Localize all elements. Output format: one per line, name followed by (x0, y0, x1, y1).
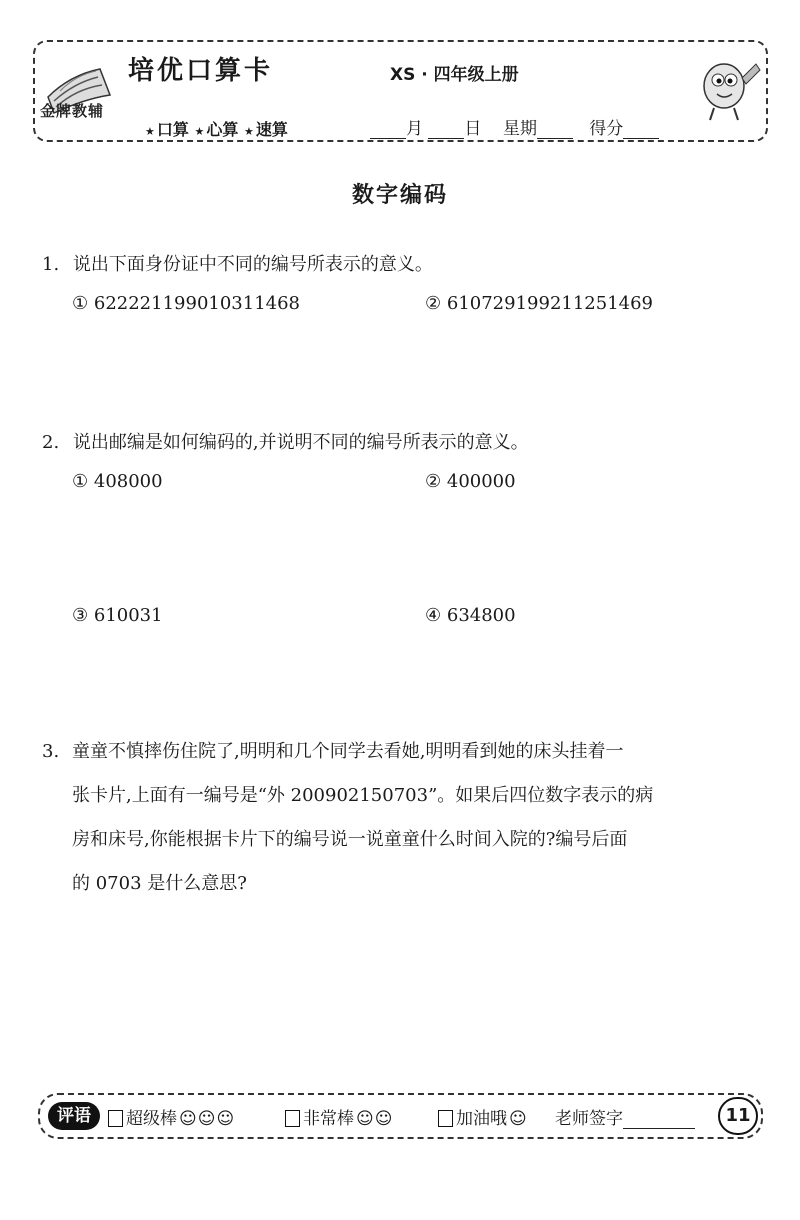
smile-icon: ☺☺☺ (179, 1109, 236, 1129)
sign-blank[interactable] (623, 1112, 695, 1129)
item-value: 408000 (93, 471, 163, 492)
question-3-line: 的 0703 是什么意思? (72, 873, 247, 894)
option-super[interactable] (108, 1104, 235, 1129)
question-3 (42, 730, 764, 906)
option-keep-going[interactable] (438, 1104, 528, 1129)
header-tags (145, 117, 288, 140)
question-3-number: 3. (42, 741, 60, 762)
item-mark: ① (72, 471, 89, 492)
question-3-line: 童童不慎摔伤住院了,明明和几个同学去看她,明明看到她的床头挂着一 (72, 741, 624, 762)
question-2-stem (42, 428, 529, 454)
question-1-number: 1. (42, 254, 60, 275)
smile-icon: ☺ (509, 1109, 528, 1129)
option-label: 加油哦 (456, 1109, 507, 1129)
mascot-icon (688, 44, 768, 124)
question-1-item-2 (425, 293, 653, 314)
grade-label: XS · 四年级上册 (390, 65, 519, 85)
page-title: 数字编码 (351, 183, 448, 208)
question-1-item-1 (72, 293, 300, 314)
option-very-good[interactable] (285, 1104, 393, 1129)
eval-badge: 评语 (48, 1102, 100, 1130)
weekday-label: 星期 (503, 119, 538, 139)
question-1-stem (42, 250, 433, 276)
checkbox[interactable] (438, 1110, 453, 1127)
logo-text: 金牌教辅 (40, 102, 105, 120)
tag-xinsuan: 心算 (206, 120, 239, 139)
checkbox[interactable] (285, 1110, 300, 1127)
item-value: 610031 (93, 605, 163, 626)
question-2-item-4 (425, 605, 516, 626)
sign-label: 老师签字 (555, 1109, 623, 1129)
checkbox[interactable] (108, 1110, 123, 1127)
item-value: 400000 (446, 471, 516, 492)
score-label: 得分 (589, 119, 624, 139)
month-label: 月 (406, 119, 423, 139)
smile-icon: ☺☺ (356, 1109, 394, 1129)
question-2-item-2 (425, 471, 516, 492)
item-mark: ③ (72, 605, 89, 626)
item-mark: ② (425, 293, 442, 314)
page-number: 11 (718, 1097, 758, 1135)
question-2-text: 说出邮编是如何编码的,并说明不同的编号所表示的意义。 (72, 432, 529, 453)
question-3-text (72, 730, 764, 906)
question-3-line: 张卡片,上面有一编号是“外 200902150703”。如果后四位数字表示的病 (72, 785, 654, 806)
star-icon: ★ (243, 125, 254, 138)
item-value: 634800 (446, 605, 516, 626)
option-label: 超级棒 (126, 1109, 177, 1129)
teacher-sign (555, 1104, 695, 1129)
item-value: 622221199010311468 (93, 293, 301, 314)
date-score-fields (370, 114, 659, 139)
star-icon: ★ (194, 125, 205, 138)
question-2-item-1 (72, 471, 163, 492)
question-1-text: 说出下面身份证中不同的编号所表示的意义。 (72, 254, 433, 275)
weekday-blank[interactable] (537, 122, 573, 139)
tag-susuan: 速算 (255, 120, 288, 139)
card-title: 培优口算卡 (128, 56, 274, 86)
day-label: 日 (464, 119, 482, 139)
month-blank[interactable] (370, 122, 406, 139)
item-value: 610729199211251469 (446, 293, 654, 314)
question-3-line: 房和床号,你能根据卡片下的编号说一说童童什么时间入院的?编号后面 (72, 829, 628, 850)
day-blank[interactable] (428, 122, 464, 139)
star-icon: ★ (145, 125, 155, 138)
item-mark: ① (72, 293, 89, 314)
item-mark: ② (425, 471, 442, 492)
question-2-number: 2. (42, 432, 60, 453)
option-label: 非常棒 (303, 1109, 354, 1129)
tag-kousuan: 口算 (156, 120, 189, 139)
item-mark: ④ (425, 605, 442, 626)
score-blank[interactable] (623, 122, 659, 139)
question-2-item-3 (72, 605, 163, 626)
